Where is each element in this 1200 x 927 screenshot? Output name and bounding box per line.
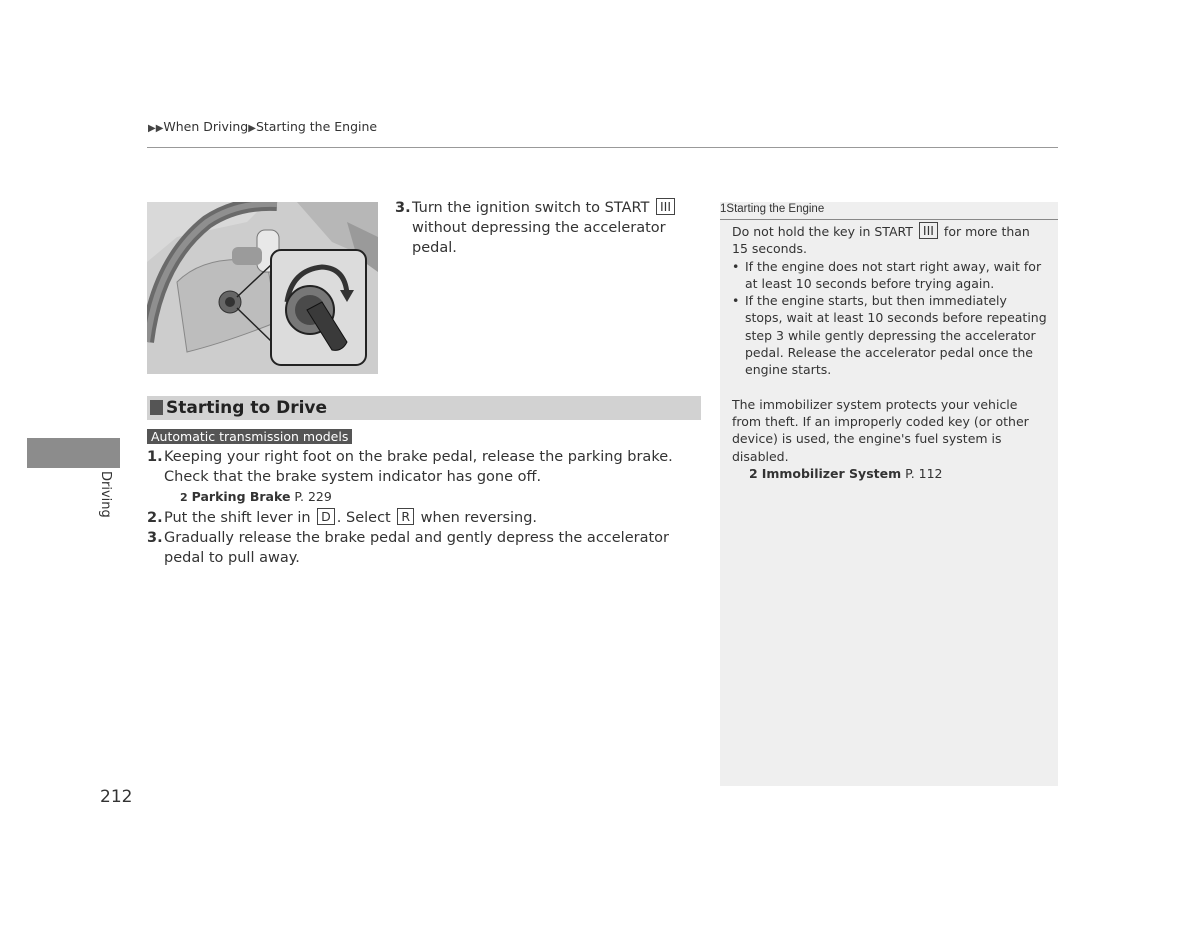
drive-position-key: D xyxy=(317,508,335,525)
reverse-position-key: R xyxy=(397,508,414,525)
sidebar-paragraph xyxy=(732,222,1048,258)
sidebar-spacer xyxy=(732,379,1048,396)
step-text-middle: . Select xyxy=(336,510,396,526)
step-item xyxy=(147,447,703,487)
step-text-before: Put the shift lever in xyxy=(164,510,316,526)
section-title: Starting to Drive xyxy=(166,398,328,418)
sidebar-title xyxy=(720,203,824,215)
step-text: Keeping your right foot on the brake pedal, release the parking brake. Check that the brake system indicator has gone off. xyxy=(164,449,673,485)
breadcrumb-item-starting-the-engine[interactable]: Starting the Engine xyxy=(255,119,378,134)
step-text-after: when reversing. xyxy=(416,510,538,526)
page-number: 212 xyxy=(100,787,133,807)
step-item xyxy=(147,508,703,528)
step-number: 3. xyxy=(395,200,411,216)
sidebar-body xyxy=(732,222,1048,482)
step-text: Gradually release the brake pedal and gently depress the accelerator pedal to pull away. xyxy=(164,530,670,566)
start-position-key: III xyxy=(919,222,938,239)
model-tag: Automatic transmission models xyxy=(147,429,352,444)
breadcrumb-item-when-driving[interactable]: When Driving xyxy=(163,119,249,134)
xref-label: Parking Brake xyxy=(191,489,291,504)
step-text-after: without depressing the accelerator pedal. xyxy=(412,220,666,256)
step-text-before: Turn the ignition switch to START xyxy=(412,200,654,216)
xref-arrow-icon: 2 xyxy=(749,465,758,481)
xref-page: P. 229 xyxy=(290,489,332,504)
step-number: 3. xyxy=(147,530,163,546)
step-item xyxy=(147,528,703,568)
ignition-illustration-svg xyxy=(147,202,378,374)
sidebar-bullet: • If the engine starts, but then immediately stops, wait at least 10 seconds before repeating step 3 while gently depressing the accelerator pedal. Release the accelerator pedal once the engine starts. xyxy=(732,292,1048,378)
parking-brake-xref[interactable] xyxy=(147,487,703,507)
breadcrumb xyxy=(148,119,377,134)
start-position-key: III xyxy=(656,198,675,215)
step-number: 2. xyxy=(147,510,163,526)
ignition-step xyxy=(395,198,700,258)
sidebar-text-after: for more than 15 seconds. xyxy=(732,224,1030,257)
section-square-icon xyxy=(150,400,163,415)
sidebar-text-before: Do not hold the key in START xyxy=(732,224,917,239)
ignition-switch-illustration xyxy=(147,202,378,374)
xref-page: P. 112 xyxy=(901,465,943,481)
sidebar-bullet: • If the engine does not start right away, wait for at least 10 seconds before trying again. xyxy=(732,258,1048,293)
step-number: 1. xyxy=(147,449,163,465)
sidebar-title-text: Starting the Engine xyxy=(726,203,825,215)
ignition-step-item xyxy=(395,198,700,258)
sidebar-paragraph: The immobilizer system protects your vehicle from theft. If an improperly coded key (or other device) is used, the engine's fuel system is disabled. xyxy=(732,396,1029,464)
header-divider xyxy=(147,147,1058,148)
xref-label: Immobilizer System xyxy=(761,465,902,481)
chapter-tab-label: Driving xyxy=(98,471,113,518)
breadcrumb-separator-icon: ▶ xyxy=(248,123,256,134)
breadcrumb-marker-icon: ▶▶ xyxy=(148,123,164,134)
chapter-tab[interactable] xyxy=(27,438,120,468)
immobilizer-xref[interactable] xyxy=(732,465,1048,482)
sidebar-marker-icon: 1 xyxy=(720,203,727,215)
xref-arrow-icon: 2 xyxy=(180,491,188,504)
driving-steps xyxy=(147,447,703,568)
